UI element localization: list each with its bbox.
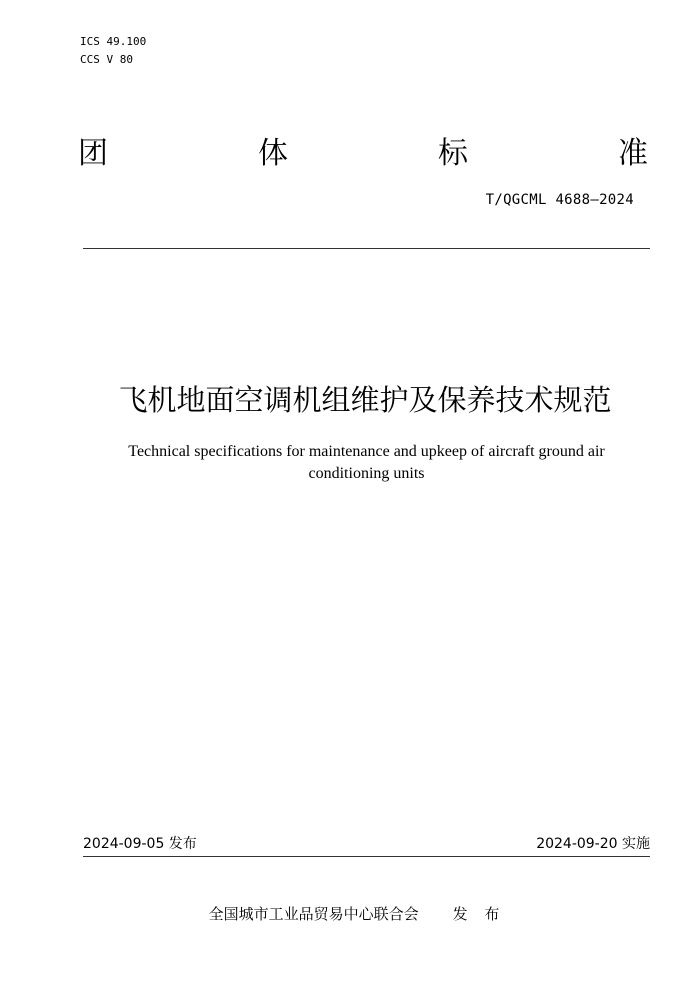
publish-date: 2024-09-05 发布: [83, 836, 197, 852]
ics-code: ICS 49.100: [80, 35, 147, 48]
standard-code: T/QGCML 4688—2024: [485, 192, 634, 208]
standard-type-char: 体: [258, 136, 288, 171]
issuing-organization: 全国城市工业品贸易中心联合会: [208, 905, 419, 923]
implement-date: 2024-09-20 实施: [536, 836, 650, 852]
standard-type-char: 标: [438, 136, 468, 171]
standard-type-char: 准: [618, 136, 648, 171]
document-title-chinese: 飞机地面空调机组维护及保养技术规范: [118, 383, 612, 417]
standard-type-char: 团: [78, 136, 108, 171]
issuer-line: [0, 904, 700, 924]
issue-action: 发 布: [452, 905, 506, 923]
standard-type-heading: [78, 136, 648, 172]
ccs-code: CCS V 80: [80, 53, 133, 66]
document-title-english: Technical specifications for maintenance and upkeep of aircraft ground air conditioning units: [128, 443, 605, 482]
bottom-divider: [83, 856, 650, 857]
top-divider: [83, 248, 650, 249]
